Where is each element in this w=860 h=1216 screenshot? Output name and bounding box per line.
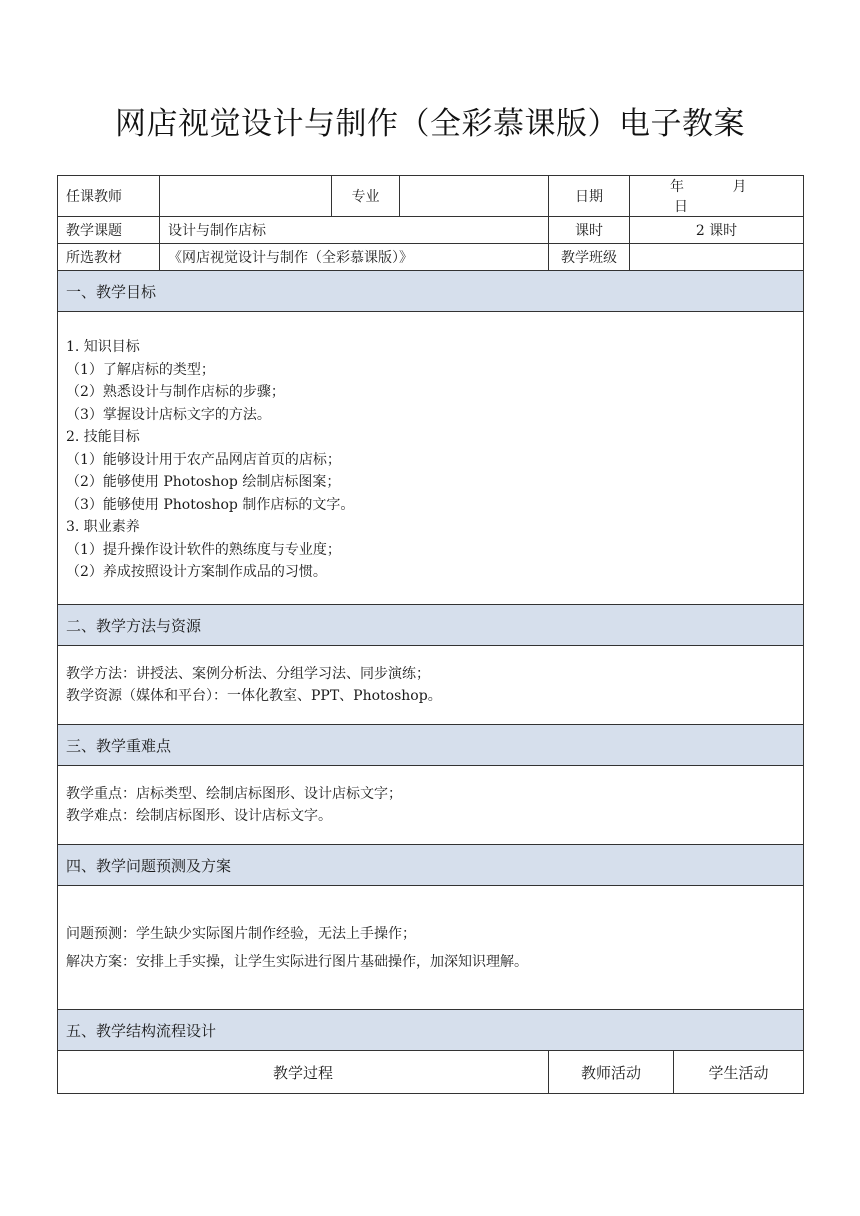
- methods-heading: 二、教学方法与资源: [58, 605, 804, 646]
- info-row-topic: [58, 217, 804, 244]
- keypoint-line: 教学难点：绘制店标图形、设计店标文字。: [66, 808, 332, 824]
- teacher-value: [160, 176, 332, 217]
- objective-line: （2）养成按照设计方案制作成品的习惯。: [66, 564, 327, 581]
- topic-label: 教学课题: [58, 217, 160, 244]
- lesson-plan-table: [57, 175, 804, 1094]
- date-value: [630, 176, 804, 217]
- hours-value: 2 课时: [630, 217, 804, 244]
- section-body-objectives: [58, 312, 804, 605]
- section-header-objectives: [58, 271, 804, 312]
- method-line: 教学资源（媒体和平台）：一体化教室、PPT、Photoshop。: [66, 688, 442, 704]
- problem-line: 问题预测：学生缺少实际图片制作经验，无法上手操作；: [66, 925, 416, 942]
- objective-line: （2）熟悉设计与制作店标的步骤；: [66, 384, 285, 401]
- objective-line: （2）能够使用 Photoshop 绘制店标图案；: [66, 474, 341, 491]
- info-row-textbook: [58, 244, 804, 271]
- section-body-methods: [58, 646, 804, 725]
- section-header-keypoints: [58, 725, 804, 766]
- info-row-teacher: [58, 176, 804, 217]
- date-year: 年: [670, 179, 684, 195]
- date-label: 日期: [549, 176, 630, 217]
- keypoints-content: [58, 766, 804, 845]
- objective-line: （1）能够设计用于农产品网店首页的店标；: [66, 451, 341, 468]
- textbook-label: 所选教材: [58, 244, 160, 271]
- problems-heading: 四、教学问题预测及方案: [58, 845, 804, 886]
- topic-value: 设计与制作店标: [160, 217, 549, 244]
- objectives-content: [58, 312, 804, 605]
- structure-heading: 五、教学结构流程设计: [58, 1010, 804, 1051]
- keypoints-heading: 三、教学重难点: [58, 725, 804, 766]
- section-header-structure: [58, 1010, 804, 1051]
- section-header-problems: [58, 845, 804, 886]
- column-teacher-activity: 教师活动: [549, 1051, 674, 1094]
- section-body-keypoints: [58, 766, 804, 845]
- textbook-value: 《网店视觉设计与制作（全彩慕课版）》: [160, 244, 549, 271]
- objective-line: 2. 技能目标: [66, 429, 140, 446]
- methods-content: [58, 646, 804, 725]
- hours-label: 课时: [549, 217, 630, 244]
- objective-line: （3）掌握设计店标文字的方法。: [66, 406, 271, 423]
- page-title: 网店视觉设计与制作（全彩慕课版）电子教案: [115, 106, 745, 142]
- objective-line: （1）提升操作设计软件的熟练度与专业度；: [66, 541, 341, 558]
- date-month: 月: [732, 179, 747, 195]
- objectives-heading: 一、教学目标: [58, 271, 804, 312]
- keypoint-line: 教学重点：店标类型、绘制店标图形、设计店标文字；: [66, 785, 402, 802]
- section-header-methods: [58, 605, 804, 646]
- objective-line: （1）了解店标的类型；: [66, 361, 215, 378]
- objective-line: （3）能够使用 Photoshop 制作店标的文字。: [66, 496, 355, 513]
- section-body-problems: [58, 886, 804, 1010]
- column-student-activity: 学生活动: [674, 1051, 804, 1094]
- major-value: [400, 176, 549, 217]
- class-value: [630, 244, 804, 271]
- teacher-label: 任课教师: [58, 176, 160, 217]
- major-label: 专业: [332, 176, 400, 217]
- column-teaching-process: 教学过程: [58, 1051, 549, 1094]
- problems-content: [58, 886, 804, 1010]
- date-day: 日: [674, 199, 688, 215]
- objective-line: 1. 知识目标: [66, 339, 140, 356]
- problem-line: 解决方案：安排上手实操，让学生实际进行图片基础操作，加深知识理解。: [66, 953, 528, 970]
- objective-line: 3. 职业素养: [66, 519, 140, 536]
- method-line: 教学方法：讲授法、案例分析法、分组学习法、同步演练；: [66, 665, 430, 682]
- structure-column-headers: [58, 1051, 804, 1094]
- class-label: 教学班级: [549, 244, 630, 271]
